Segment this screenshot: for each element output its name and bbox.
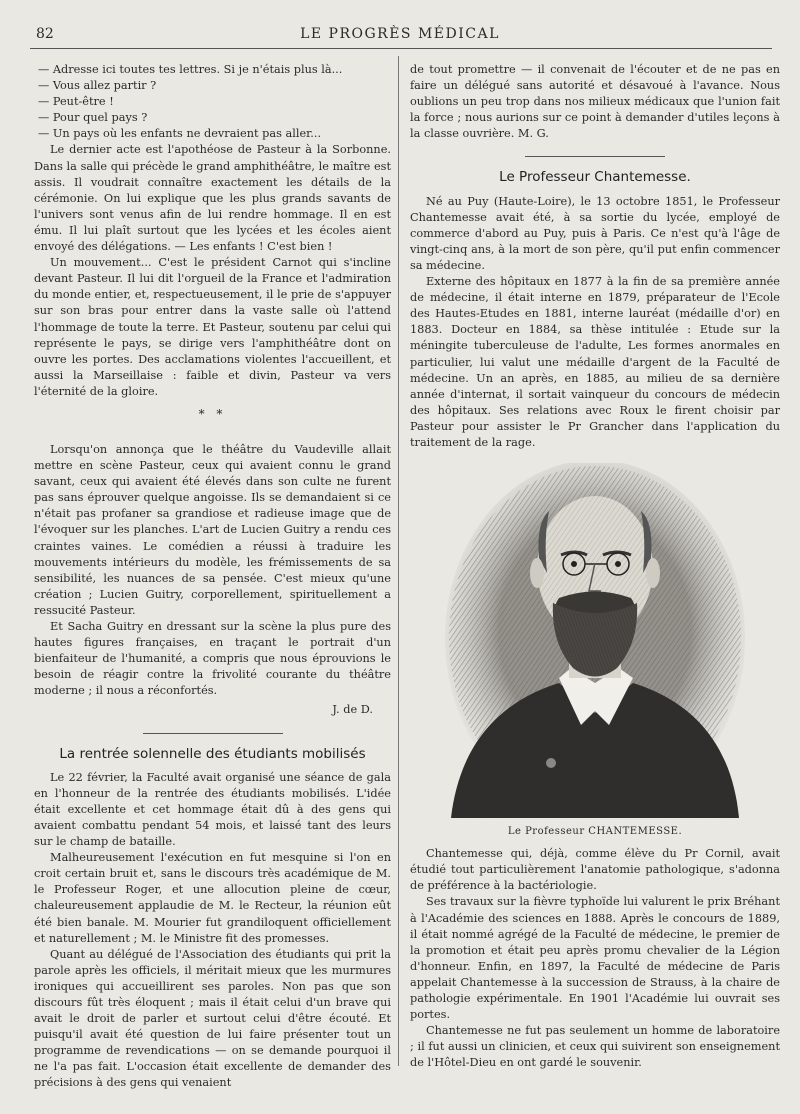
dialogue-line: — Vous allez partir ?: [38, 79, 157, 93]
section-title-rentree: La rentrée solennelle des étudiants mobilisés: [59, 745, 366, 762]
dialogue-line: — Un pays où les enfants ne devraient pas aller...: [38, 127, 322, 141]
section-title-chantemesse: Le Professeur Chantemesse.: [499, 169, 691, 186]
article-signature: M. G.: [517, 127, 549, 141]
paragraph: Né au Puy (Haute-Loire), le 13 octobre 1851, le Professeur Chantemesse avait été, à sa sortie du lycée, employé de commerce d'abord au Puy, puis à Paris. Ce n'est qu'à l'âge de vingt-cinq ans, à la mort de son père, qu'il put enfin commencer sa médecine.: [410, 194, 780, 272]
section-rule: [143, 733, 283, 734]
dialogue-line: — Adresse ici toutes tes lettres. Si je n'étais plus là...: [38, 63, 343, 76]
article-signature: J. de D.: [332, 703, 373, 717]
portrait-engraving: [441, 463, 749, 818]
paragraph: Chantemesse qui, déjà, comme élève du Pr Cornil, avait étudié tout particulièrement l'anatomie pathologique, s'adonna de préférence à la bactériologie.: [410, 847, 780, 893]
paragraph: Ses travaux sur la fièvre typhoïde lui valurent le prix Bréhant à l'Académie des sciences en 1888. Après le concours de 1889, il était nommé agrégé de la Faculté de médecine, le premier de la promotion et était peu après promu chevalier de la Légion d'honneur. Enfin, en 1897, la Faculté de médecine de Paris appelait Chantemesse à la succession de Strauss, à la chaire de pathologie expérimentale. En 1901 l'Académie lui ouvrait ses portes.: [410, 895, 780, 1022]
column-divider: [398, 56, 399, 1066]
paragraph: Chantemesse ne fut pas seulement un homme de laboratoire ; il fut aussi un clinicien, et ceux qui suivirent son enseignement de l'Hôtel-Dieu en ont gardé le souvenir.: [410, 1024, 780, 1070]
portrait-caption: Le Professeur CHANTEMESSE.: [507, 826, 683, 838]
paragraph: Externe des hôpitaux en 1877 à la fin de sa première année de médecine, il était interne en 1879, préparateur de l'Ecole des Hautes-Etudes en 1881, interne lauréat (médaille d'or) en 1883. Docteur en 1884, sa thèse intitulée : Etude sur la méningite tuberculeuse de l'adulte, Les formes anormales en particulier, lui valut une médaille d'argent de la Faculté de médecine. Un an après, en 1885, au milieu de sa dernière année d'internat, il sortait vainqueur du concours de médecin des hôpitaux. Ses relations avec Roux le firent choisir par Pasteur pour assister le Pr Grancher dans l'application du traitement de la rage.: [410, 275, 780, 449]
section-stars: * *: [198, 406, 227, 421]
right-column: [410, 62, 780, 1071]
section-rule: [525, 156, 665, 157]
page-number: 82: [36, 26, 54, 42]
header-rule: [30, 48, 772, 49]
portrait-figure: [441, 463, 749, 818]
dialogue-line: — Pour quel pays ?: [38, 111, 148, 125]
paragraph: Lorsqu'on annonça que le théâtre du Vaudeville allait mettre en scène Pasteur, ceux qui avaient connu le grand savant, ceux qui avaient été élevés dans son culte ne furent pas sans éprouver quelque angoisse. Ils se demandaient si ce n'était pas profaner sa grandiose et radieuse image que de l'évoquer sur les planches. L'art de Lucien Guitry a rendu ces craintes vaines. Le comédien a réussi à traduire les mouvements intérieurs du modèle, les frémissements de sa sensibilité, les nuances de sa pensée. C'est mieux qu'une création ; Lucien Guitry, corporellement, spirituellement a ressucité Pasteur.: [34, 442, 391, 617]
left-column: [34, 62, 391, 1092]
paragraph-continuation: de tout promettre — il convenait de l'écouter et de ne pas en faire un délégué sans autorité et désavoué à l'avance. Nous oublions un peu trop dans nos milieux médicaux que l'union fait la force ; nous aurions sur ce point à demander d'utiles leçons à la classe ouvrière. M. G.: [410, 63, 780, 141]
journal-title: LE PROGRÈS MÉDICAL: [300, 26, 500, 42]
page-header: [30, 22, 770, 46]
paragraph: Quant au délégué de l'Association des étudiants qui prit la parole après les officiels, il méritait mieux que les murmures ironiques qui accueillirent ses paroles. Non pas que son discours fût très éloquent ; mais il était celui d'un brave qui avait le droit de parler et surtout celui d'être écouté. Et puisqu'il avait été question de lui faire présenter tout un programme de revendications — on se demande pourquoi il ne l'a pas fait. L'occasion était excellente de demander des précisions à des gens qui venaient: [34, 947, 391, 1090]
paragraph: Le 22 février, la Faculté avait organisé une séance de gala en l'honneur de la rentrée des étudiants mobilisés. L'idée était excellente et cet hommage était dû à des gens qui avaient combattu pendant 54 mois, et laissé tant des leurs sur le champ de bataille.: [34, 770, 391, 849]
paragraph: Malheureusement l'exécution en fut mesquine si l'on en croit certain bruit et, sans le discours très académique de M. le Professeur Roger, et une allocution pleine de cœur, chaleureusement applaudie de M. le Recteur, la réunion eût été bien banale. M. Mourier fut grandiloquent officiellement et naturellement ; M. le Ministre fit des promesses.: [34, 851, 391, 945]
paragraph: Un mouvement... C'est le président Carnot qui s'incline devant Pasteur. Il lui dit l'orgueil de la France et l'admiration du monde entier, et, respectueusement, il le prie de s'appuyer sur son bras pour entrer dans la vaste salle où l'attend l'hommage de toute la terre. Et Pasteur, soutenu par celui qui représente le pays, se dirige vers l'amphithéâtre dont on ouvre les portes. Des acclamations violentes l'accueillent, et aussi la Marseillaise : faible et divin, Pasteur va vers l'éternité de la gloire.: [34, 256, 391, 398]
paragraph: Et Sacha Guitry en dressant sur la scène la plus pure des hautes figures françaises, en traçant le portrait d'un bienfaiteur de l'humanité, a compris que nous éprouvions le besoin de réagir contre la frivolité courante du théâtre moderne ; il nous a réconfortés.: [34, 620, 391, 698]
paragraph: Le dernier acte est l'apothéose de Pasteur à la Sorbonne. Dans la salle qui précède le grand amphithéâtre, le maître est assis. Il voudrait connaître exactement les détails de la cérémonie. On lui explique que les plus grands savants de l'univers sont venus afin de lui rendre hommage. Il en est ému. Il lui plaît surtout que les lycées et les écoles aient envoyé des délégations. — Les enfants ! C'est bien !: [34, 143, 391, 254]
dialogue-line: — Peut-être !: [38, 95, 114, 109]
